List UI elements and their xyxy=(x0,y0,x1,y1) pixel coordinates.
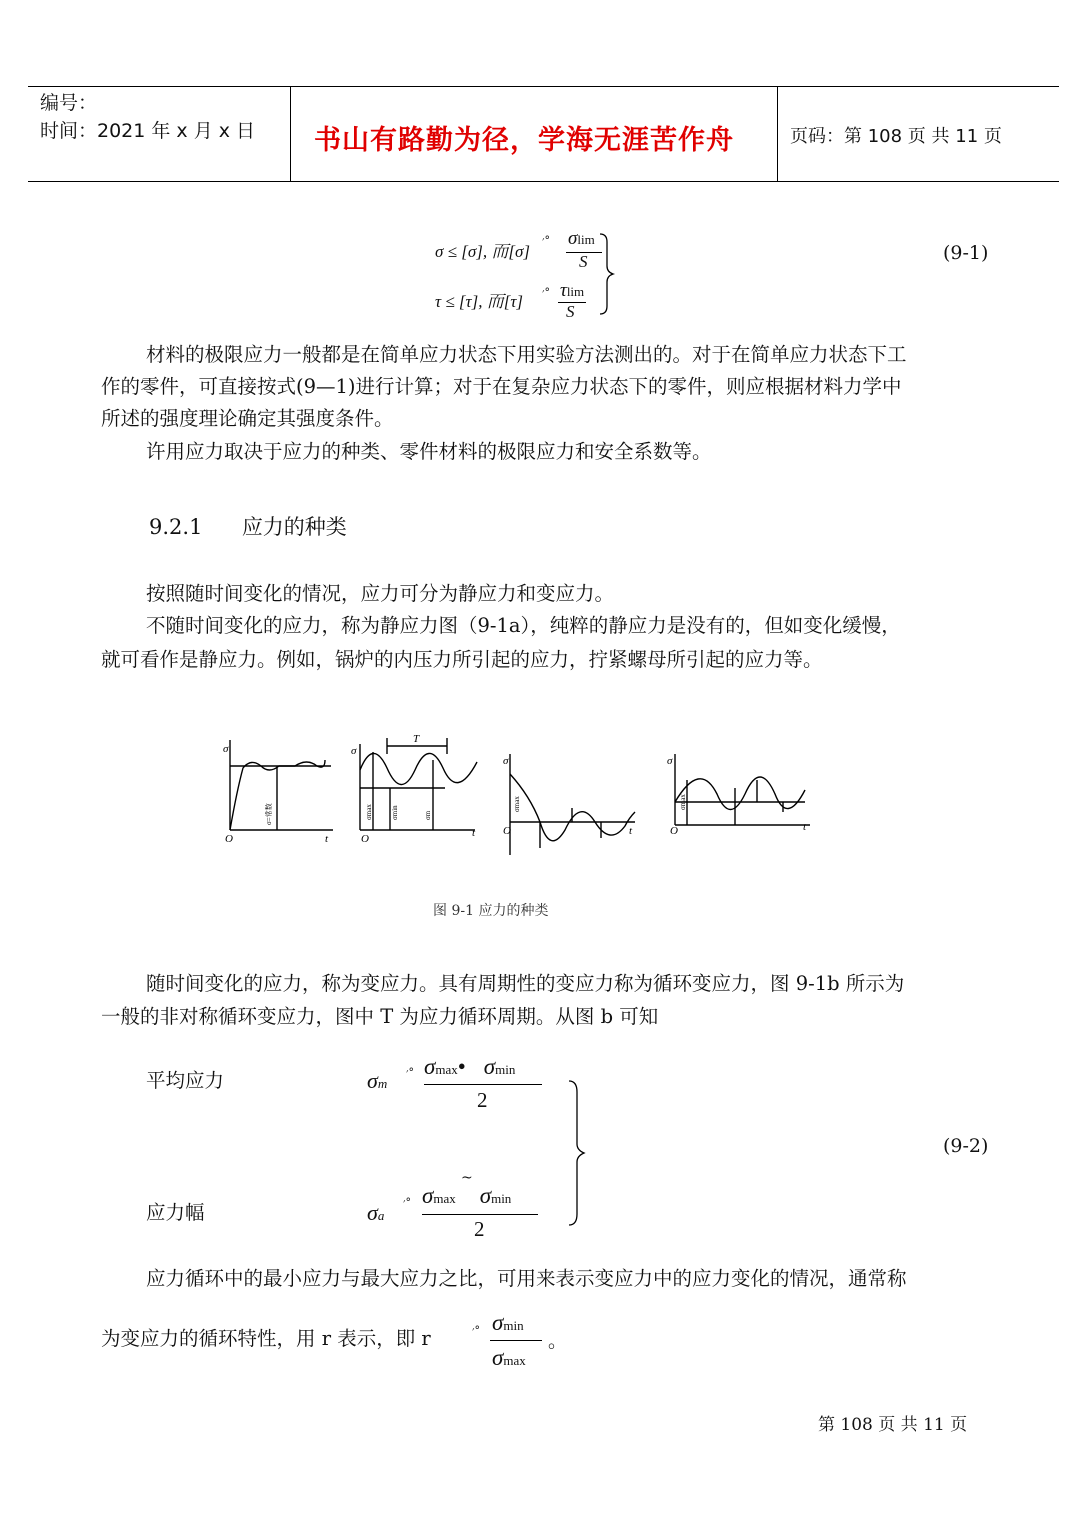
axis-sigma-label: σ xyxy=(351,745,357,757)
const-label: σ=常数 xyxy=(265,803,273,825)
axis-t-label: t xyxy=(325,833,329,845)
eq92-num1: σmax• σmin xyxy=(424,1054,516,1079)
tilde: ~ xyxy=(461,1170,473,1186)
axis-sigma-label: σ xyxy=(223,743,229,755)
page-info: 页码：第 108 页 共 11 页 xyxy=(790,126,1002,147)
page-footer: 第 108 页 共 11 页 xyxy=(818,1415,968,1435)
paragraph-line: 按照随时间变化的情况，应力可分为静应力和变应力。 xyxy=(146,582,615,605)
page-header xyxy=(28,86,1059,182)
paragraph-line: 应力循环中的最小应力与最大应力之比，可用来表示变应力中的应力变化的情况，通常称 xyxy=(146,1267,907,1290)
sigma-a: σa xyxy=(367,1200,385,1225)
axis-t-label: t xyxy=(629,825,633,837)
eq92-glyph: ׳° xyxy=(406,1066,415,1079)
smax-label: σmax xyxy=(365,804,373,820)
fraction-bar xyxy=(422,1214,538,1215)
eq92-label: (9-2) xyxy=(943,1135,989,1157)
eq91-num2: τlim xyxy=(560,280,585,301)
paragraph-line: 随时间变化的应力，称为变应力。具有周期性的变应力称为循环变应力，图 9-1b 所示为 xyxy=(146,972,905,995)
eq92-den1: 2 xyxy=(477,1088,488,1112)
origin-label: O xyxy=(361,833,369,845)
eq91-glyph: ׳° xyxy=(542,286,551,299)
fraction-bar xyxy=(424,1084,542,1085)
smax-label: σmax xyxy=(513,796,521,812)
eq91-line1-left: σ ≤ [σ], 而[σ] xyxy=(435,242,530,261)
eq92-glyph: ׳° xyxy=(403,1196,412,1209)
section-number: 9.2.1 xyxy=(149,515,203,539)
smax-label: σmax xyxy=(679,794,687,810)
origin-label: O xyxy=(503,825,511,837)
paragraph-line: 一般的非对称循环变应力，图中 T 为应力循环周期。从图 b 可知 xyxy=(101,1005,659,1028)
right-brace xyxy=(566,1078,588,1228)
paragraph-line: 材料的极限应力一般都是在简单应力状态下用实验方法测出的。对于在简单应力状态下工 xyxy=(146,343,907,366)
eq91-num1: σlim xyxy=(568,228,595,249)
axis-t-label: t xyxy=(472,827,476,839)
header-motto: 书山有路勤为径，学海无涯苦作舟 xyxy=(314,125,734,156)
eq91-glyph: ׳° xyxy=(542,234,551,247)
eq91-line2-left: τ ≤ [τ], 而[τ] xyxy=(435,292,524,311)
right-brace xyxy=(598,232,618,316)
fraction-bar xyxy=(490,1340,542,1341)
serial-label: 编号： xyxy=(40,92,98,114)
paragraph-line: 许用应力取决于应力的种类、零件材料的极限应力和安全系数等。 xyxy=(146,440,712,463)
axis-sigma-label: σ xyxy=(503,755,509,767)
sm-label: σm xyxy=(424,810,432,820)
eq-r-num: σmin xyxy=(492,1310,524,1335)
paragraph-line: 所述的强度理论确定其强度条件。 xyxy=(101,407,394,430)
eq-r-den: σmax xyxy=(492,1345,526,1370)
axis-sigma-label: σ xyxy=(667,755,673,767)
period-label: T xyxy=(413,733,420,745)
origin-label: O xyxy=(670,825,678,837)
eq-r-glyph: ׳° xyxy=(472,1324,481,1337)
origin-label: O xyxy=(225,833,233,845)
axis-t-label: t xyxy=(803,821,807,833)
section-title: 应力的种类 xyxy=(241,515,347,539)
sigma-m: σm xyxy=(367,1068,388,1093)
eq91-den2: S xyxy=(566,302,575,321)
header-divider xyxy=(777,87,778,181)
header-divider xyxy=(290,87,291,181)
mean-stress-label: 平均应力 xyxy=(146,1069,225,1092)
time-label: 时间：2021 年 x 月 x 日 xyxy=(40,120,256,142)
paragraph-line: 为变应力的循环特性，用 r 表示，即 r xyxy=(101,1327,431,1350)
stress-types-figure xyxy=(215,730,815,875)
smin-label: σmin xyxy=(391,805,399,820)
eq92-den2: 2 xyxy=(474,1217,485,1241)
eq91-den1: S xyxy=(579,252,588,271)
stress-amplitude-label: 应力幅 xyxy=(146,1201,205,1224)
figure-caption: 图 9-1 应力的种类 xyxy=(433,903,549,919)
paragraph-line: 作的零件，可直接按式(9—1)进行计算；对于在复杂应力状态下的零件，则应根据材料力学中 xyxy=(101,375,902,398)
eq-r-end: 。 xyxy=(548,1330,568,1352)
section-heading xyxy=(149,511,347,541)
eq92-num2: σmax σmin xyxy=(422,1183,512,1208)
eq91-label: (9-1) xyxy=(943,242,989,264)
paragraph-line: 不随时间变化的应力，称为静应力图（9-1a），纯粹的静应力是没有的，但如变化缓慢， xyxy=(146,614,901,637)
paragraph-line: 就可看作是静应力。例如，锅炉的内压力所引起的应力，拧紧螺母所引起的应力等。 xyxy=(101,648,823,671)
